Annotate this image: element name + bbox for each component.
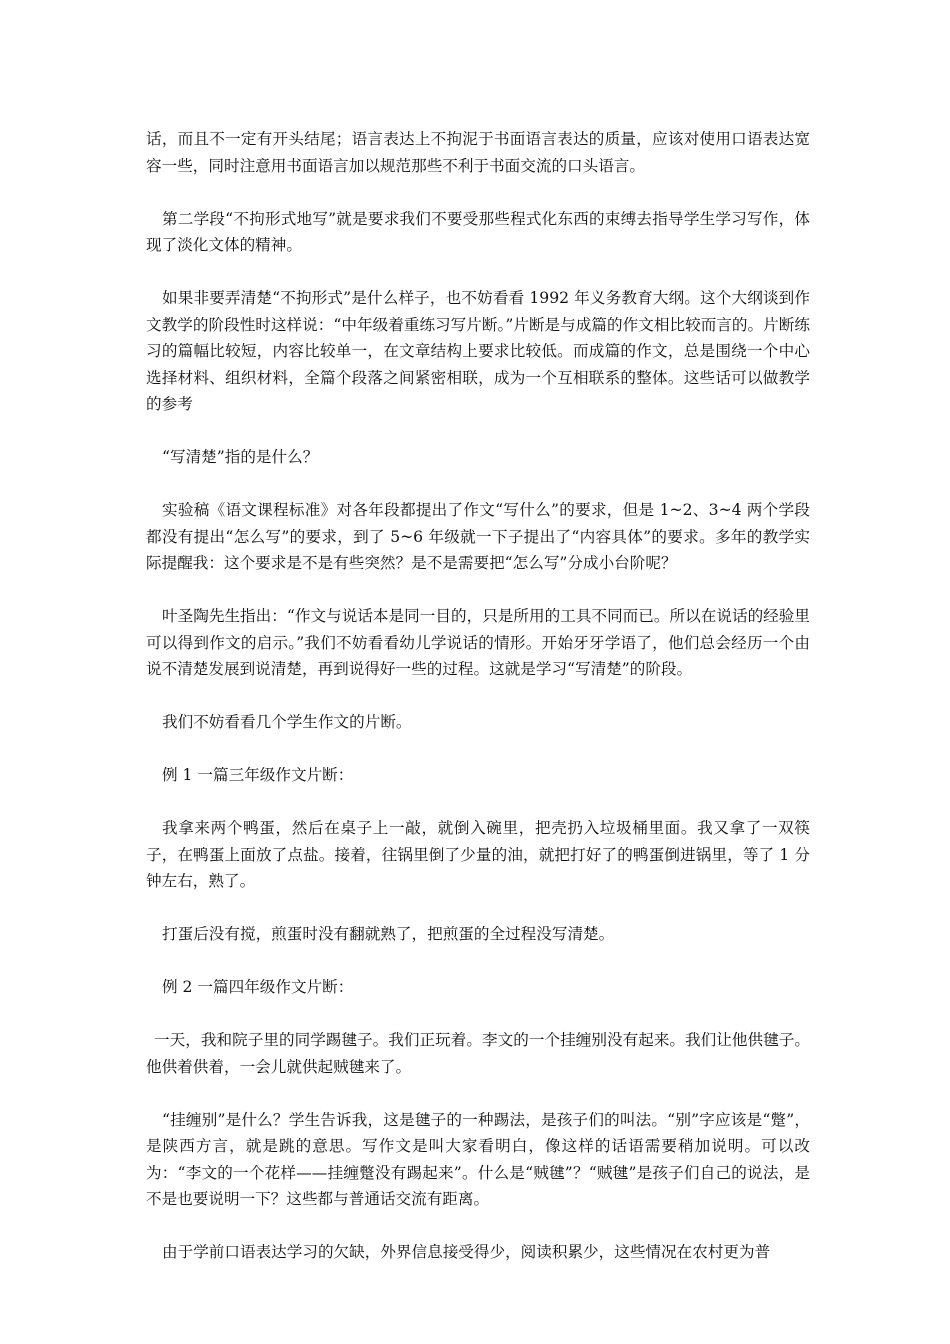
paragraph-1: 话，而且不一定有开头结尾；语言表达上不拘泥于书面语言表达的质量，应该对使用口语表达宽容一些，同时注意用书面语言加以规范那些不利于书面交流的口头语言。 xyxy=(146,130,810,175)
paragraph-7: 我们不妨看看几个学生作文的片断。 xyxy=(162,713,412,731)
example-1-heading: 例 1 一篇三年级作文片断： xyxy=(162,766,354,784)
example-2-comment: “挂缠别”是什么？学生告诉我，这是毽子的一种踢法，是孩子们的叫法。“别”字应该是“蹩”，是陕西方言，就是跳的意思。写作文是叫大家看明白，像这样的话语需要稍加说明。可以改为：“李文的一个花样——挂缠蹩没有踢起来”。什么是“贼毽”？“贼毽”是孩子们自己的说法，是不是也要说明一下？这些都与普通话交流有距离。 xyxy=(146,1110,810,1208)
example-1-comment: 打蛋后没有搅，煎蛋时没有翻就熟了，把煎蛋的全过程没写清楚。 xyxy=(162,925,615,943)
paragraph-5: 实验稿《语文课程标准》对各年段都提出了作文“写什么”的要求，但是 1~2、3~4 两个学段都没有提出“怎么写”的要求，到了 5~6 年级就一下子提出了“内容具体”的要求。多年的教学实际提醒我：这个要求是不是有些突然？是不是需要把“怎么写”分成小台阶呢？ xyxy=(146,501,810,572)
paragraph-2: 第二学段“不拘形式地写”就是要求我们不要受那些程式化东西的束缚去指导学生学习写作，体现了淡化文体的精神。 xyxy=(146,209,810,254)
paragraph-3: 如果非要弄清楚“不拘形式”是什么样子，也不妨看看 1992 年义务教育大纲。这个大纲谈到作文教学的阶段性时这样说：“中年级着重练习写片断。”片断是与成篇的作文相比较而言的。片断练习的篇幅比较短，内容比较单一，在文章结构上要求比较低。而成篇的作文，总是围绕一个中心选择材料、组织材料，全篇个段落之间紧密相联，成为一个互相联系的整体。这些话可以做教学的参考 xyxy=(146,289,810,413)
example-2-text: 一天，我和院子里的同学踢毽子。我们正玩着。李文的一个挂缠别没有起来。我们让他供毽子。他供着供着，一会儿就供起贼毽来了。 xyxy=(146,1031,810,1076)
paragraph-6: 叶圣陶先生指出：“作文与说话本是同一目的，只是所用的工具不同而已。所以在说话的经验里可以得到作文的启示。”我们不妨看看幼儿学说话的情形。开始牙牙学语了，他们总会经历一个由说不清楚发展到说清楚，再到说得好一些的过程。这就是学习“写清楚”的阶段。 xyxy=(146,607,810,678)
example-1-text: 我拿来两个鸭蛋，然后在桌子上一敲，就倒入碗里，把壳扔入垃圾桶里面。我又拿了一双筷子，在鸭蛋上面放了点盐。接着，往锅里倒了少量的油，就把打好了的鸭蛋倒进锅里，等了 1 分钟左右，熟了。 xyxy=(146,819,810,890)
document-page xyxy=(146,126,810,1292)
example-2-heading: 例 2 一篇四年级作文片断： xyxy=(162,978,354,996)
section-question-heading: “写清楚”指的是什么？ xyxy=(162,448,319,466)
paragraph-14: 由于学前口语表达学习的欠缺，外界信息接受得少，阅读积累少，这些情况在农村更为普 xyxy=(162,1243,771,1261)
